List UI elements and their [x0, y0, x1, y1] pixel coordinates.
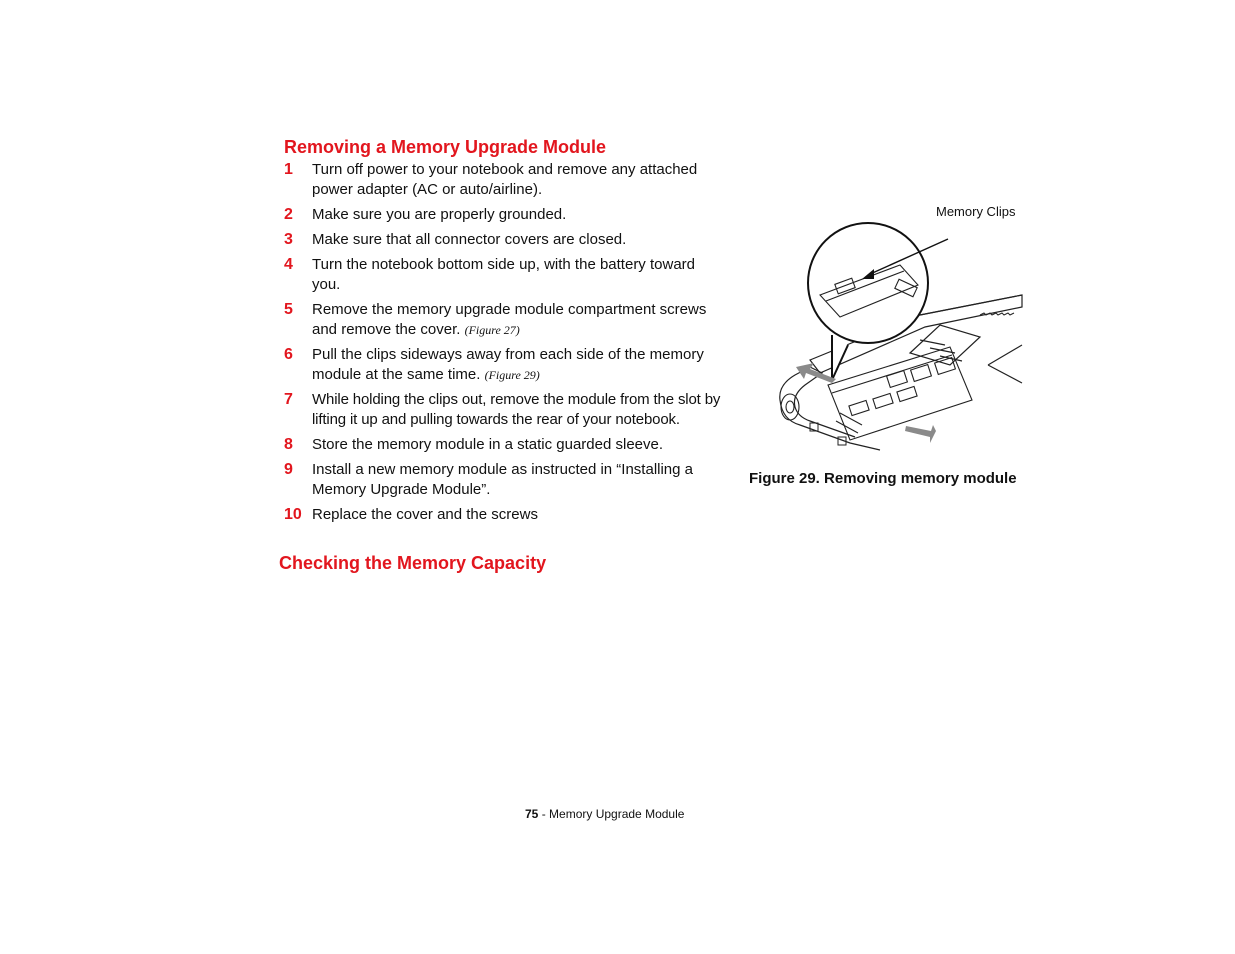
- memory-clips-label: Memory Clips: [936, 204, 1016, 219]
- left-pull-arrow: [796, 363, 836, 383]
- step-number: 2: [284, 206, 293, 223]
- figure-caption: Figure 29. Removing memory module: [749, 470, 1017, 487]
- right-pull-arrow: [905, 425, 936, 443]
- step-item: [284, 460, 724, 500]
- step-number: 10: [284, 506, 302, 523]
- memory-module-illustration: [740, 195, 1040, 465]
- page-number: 75: [525, 807, 539, 821]
- step-item: [284, 505, 724, 525]
- step-text: Pull the clips sideways away from each side of the memory module at the same time.: [312, 346, 704, 383]
- step-number: 5: [284, 301, 293, 318]
- step-item: [284, 230, 724, 250]
- zoom-callout: [808, 223, 928, 380]
- step-item: [284, 205, 724, 225]
- step-text: Make sure you are properly grounded.: [312, 206, 567, 223]
- step-item: [284, 345, 724, 385]
- memory-module-figure: [740, 195, 1040, 465]
- module-connectors: [810, 423, 846, 445]
- step-text: Turn the notebook bottom side up, with the battery toward you.: [312, 256, 695, 293]
- step-text: Store the memory module in a static guarded sleeve.: [312, 436, 664, 453]
- step-item: [284, 435, 724, 455]
- step-text: Replace the cover and the screws: [312, 506, 538, 523]
- step-number: 7: [284, 391, 293, 408]
- steps-list: [284, 160, 724, 530]
- step-number: 4: [284, 256, 293, 273]
- step-number: 9: [284, 461, 293, 478]
- hinge-roller: [781, 394, 799, 420]
- footer-separator: -: [538, 807, 550, 821]
- footer-section-name: Memory Upgrade Module: [549, 807, 685, 821]
- step-number: 1: [284, 161, 293, 178]
- step-item: [284, 390, 724, 430]
- step-item: [284, 160, 724, 200]
- step-item: [284, 255, 724, 295]
- vent-edge: [980, 313, 1014, 315]
- memory-module: [828, 347, 972, 440]
- section-heading: Removing a Memory Upgrade Module: [284, 137, 607, 157]
- next-section-heading: Checking the Memory Capacity: [279, 553, 547, 573]
- step-text: Make sure that all connector covers are closed.: [312, 231, 627, 248]
- step-text: Remove the memory upgrade module compartment screws and remove the cover.: [312, 301, 707, 338]
- page-footer: [525, 806, 684, 822]
- figure-reference-link[interactable]: (Figure 29): [484, 368, 540, 382]
- step-text: Turn off power to your notebook and remove any attached power adapter (AC or auto/airline).: [312, 161, 698, 198]
- step-text: Install a new memory module as instructed in “Installing a Memory Upgrade Module”.: [312, 461, 694, 498]
- step-text: While holding the clips out, remove the module from the slot by lifting it up and pulling towards the rear of your notebook.: [312, 391, 721, 428]
- step-number: 6: [284, 346, 293, 363]
- step-number: 8: [284, 436, 293, 453]
- figure-reference-link[interactable]: (Figure 27): [464, 323, 520, 337]
- step-number: 3: [284, 231, 293, 248]
- step-item: [284, 300, 724, 340]
